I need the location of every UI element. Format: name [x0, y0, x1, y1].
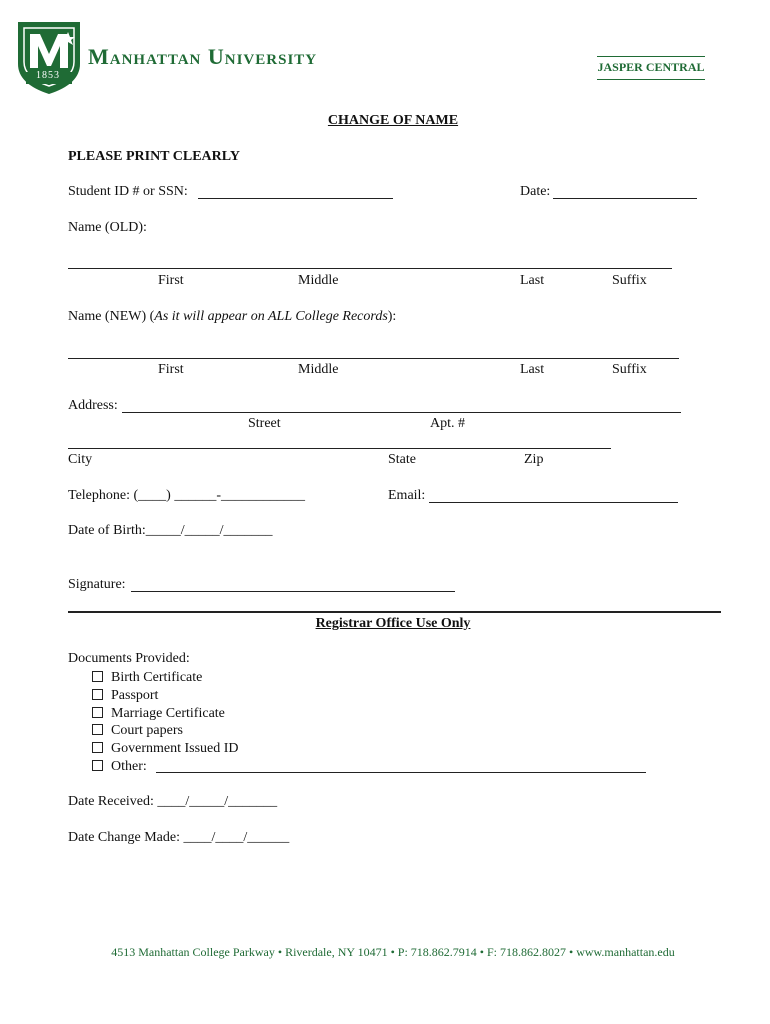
form-title: CHANGE OF NAME	[327, 113, 459, 128]
checkbox-icon[interactable]	[92, 760, 103, 771]
name-new-label-prefix: Name (NEW) (	[68, 309, 155, 324]
name-old-field[interactable]	[68, 268, 672, 269]
document-label: Government Issued ID	[111, 741, 239, 757]
telephone-field[interactable]: Telephone: (____) ______-____________	[68, 488, 305, 503]
state-label: State	[388, 452, 416, 467]
name-new-field[interactable]	[68, 358, 679, 359]
section-divider	[68, 611, 721, 613]
university-logo	[16, 20, 82, 96]
zip-label: Zip	[524, 452, 544, 467]
document-label: Passport	[111, 687, 159, 703]
checkbox-icon[interactable]	[92, 707, 103, 718]
student-id-field[interactable]	[198, 198, 393, 199]
signature-label: Signature:	[68, 577, 126, 592]
city-label: City	[68, 452, 93, 467]
name-new-last-label: Last	[520, 362, 545, 377]
name-old-first-label: First	[158, 273, 184, 288]
registrar-heading: Registrar Office Use Only	[315, 616, 471, 631]
logo-year: 1853	[36, 70, 60, 81]
shield-icon	[16, 20, 82, 96]
address-label: Address:	[68, 398, 118, 413]
date-change-made-field[interactable]: Date Change Made: ____/____/______	[68, 830, 290, 845]
document-option-birth-certificate[interactable]	[92, 669, 239, 687]
name-new-first-label: First	[158, 362, 184, 377]
date-of-birth-field[interactable]: Date of Birth:_____/_____/_______	[68, 523, 273, 538]
jasper-central-label: JASPER CENTRAL	[597, 60, 705, 74]
name-old-last-label: Last	[520, 273, 545, 288]
document-option-government-id[interactable]	[92, 740, 239, 758]
signature-field[interactable]	[131, 591, 455, 592]
name-new-label	[68, 309, 396, 325]
document-option-other[interactable]	[92, 758, 239, 776]
university-name: Manhattan University	[88, 44, 318, 69]
document-label: Birth Certificate	[111, 670, 203, 685]
student-id-label: Student ID # or SSN:	[68, 184, 188, 199]
street-label: Street	[248, 416, 281, 431]
name-new-label-note: As it will appear on ALL College Records	[154, 309, 388, 324]
other-document-field[interactable]	[156, 772, 646, 773]
name-new-middle-label: Middle	[298, 362, 339, 377]
email-field[interactable]	[429, 502, 678, 503]
name-new-suffix-label: Suffix	[612, 362, 647, 377]
address-city-field[interactable]	[68, 448, 611, 449]
footer-address: 4513 Manhattan College Parkway • Riverdale, NY 10471 • P: 718.862.7914 • F: 718.862.8027 • www.manhattan.edu	[111, 945, 675, 959]
jasper-central-link[interactable]	[597, 56, 705, 80]
date-label: Date:	[520, 184, 551, 199]
checkbox-icon[interactable]	[92, 689, 103, 700]
checkbox-icon[interactable]	[92, 724, 103, 735]
print-instruction: PLEASE PRINT CLEARLY	[68, 149, 240, 164]
document-label: Court papers	[111, 723, 183, 739]
email-label: Email:	[388, 488, 426, 503]
document-option-marriage-certificate[interactable]	[92, 705, 239, 723]
apt-label: Apt. #	[430, 416, 465, 431]
documents-list	[92, 669, 239, 776]
name-old-label: Name (OLD):	[68, 220, 147, 235]
document-option-court-papers[interactable]	[92, 722, 239, 740]
name-old-middle-label: Middle	[298, 273, 339, 288]
documents-label: Documents Provided:	[68, 651, 190, 666]
name-old-suffix-label: Suffix	[612, 273, 647, 288]
date-field[interactable]	[553, 198, 697, 199]
document-label: Other:	[111, 758, 147, 774]
checkbox-icon[interactable]	[92, 742, 103, 753]
name-new-label-suffix: ):	[387, 309, 397, 324]
date-received-field[interactable]: Date Received: ____/_____/_______	[68, 794, 278, 809]
address-street-field[interactable]	[122, 412, 681, 413]
document-option-passport[interactable]	[92, 687, 239, 705]
document-label: Marriage Certificate	[111, 705, 225, 721]
checkbox-icon[interactable]	[92, 671, 103, 682]
